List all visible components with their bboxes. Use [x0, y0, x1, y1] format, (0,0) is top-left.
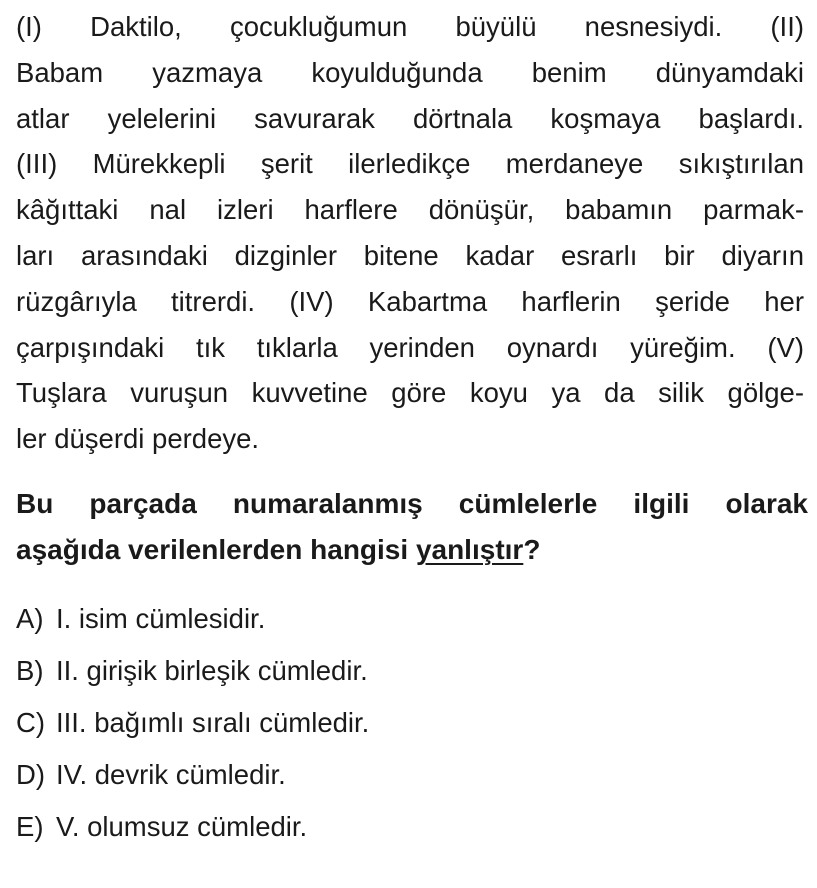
option-text: V. olumsuz cümledir.	[56, 811, 308, 842]
option-d[interactable]	[16, 749, 716, 801]
passage-line: ları arasındaki dizginler bitene kadar esrarlı bir diyarın	[16, 239, 804, 271]
answer-options	[16, 593, 716, 853]
option-letter: A)	[16, 603, 44, 634]
option-c[interactable]	[16, 697, 716, 749]
option-text: I. isim cümlesidir.	[56, 603, 266, 634]
option-text: IV. devrik cümledir.	[56, 759, 286, 790]
option-letter: D)	[16, 759, 46, 790]
option-letter: E)	[16, 811, 44, 842]
question-keyword-underlined: yanlıştır	[415, 534, 524, 565]
question-line-1: Bu parçada numaralanmış cümlelerle ilgili olarak	[16, 488, 808, 519]
option-letter: B)	[16, 655, 44, 686]
passage-line: çarpışındaki tık tıklarla yerinden oynardı yüreğim. (V)	[16, 331, 804, 363]
passage-line: rüzgârıyla titrerdi. (IV) Kabartma harflerin şeride her	[16, 285, 804, 317]
passage-line: Tuşlara vuruşun kuvvetine göre koyu ya da silik gölge-	[16, 377, 804, 409]
passage-line: atlar yelelerini savurarak dörtnala koşmaya başlardı.	[16, 102, 804, 134]
option-a[interactable]	[16, 593, 716, 645]
option-text: II. girişik birleşik cümledir.	[56, 655, 368, 686]
question-line-2-prefix: aşağıda verilenlerden hangisi	[16, 534, 416, 565]
question-line-2	[16, 527, 808, 573]
passage-line: kâğıttaki nal izleri harflere dönüşür, babamın parmak-	[16, 194, 804, 226]
passage-line: Babam yazmaya koyulduğunda benim dünyamdaki	[16, 56, 804, 88]
passage-line: (III) Mürekkepli şerit ilerledikçe merdaneye sıkıştırılan	[16, 148, 804, 180]
option-b[interactable]	[16, 645, 716, 697]
option-e[interactable]	[16, 801, 716, 853]
question-line-2-suffix: ?	[523, 534, 541, 565]
passage-line: (I) Daktilo, çocukluğumun büyülü nesnesiydi. (II)	[16, 11, 804, 42]
question-stem	[16, 481, 808, 573]
passage-text	[16, 4, 804, 462]
option-letter: C)	[16, 707, 46, 738]
option-text: III. bağımlı sıralı cümledir.	[56, 707, 370, 738]
passage-line: ler düşerdi perdeye.	[16, 423, 260, 455]
